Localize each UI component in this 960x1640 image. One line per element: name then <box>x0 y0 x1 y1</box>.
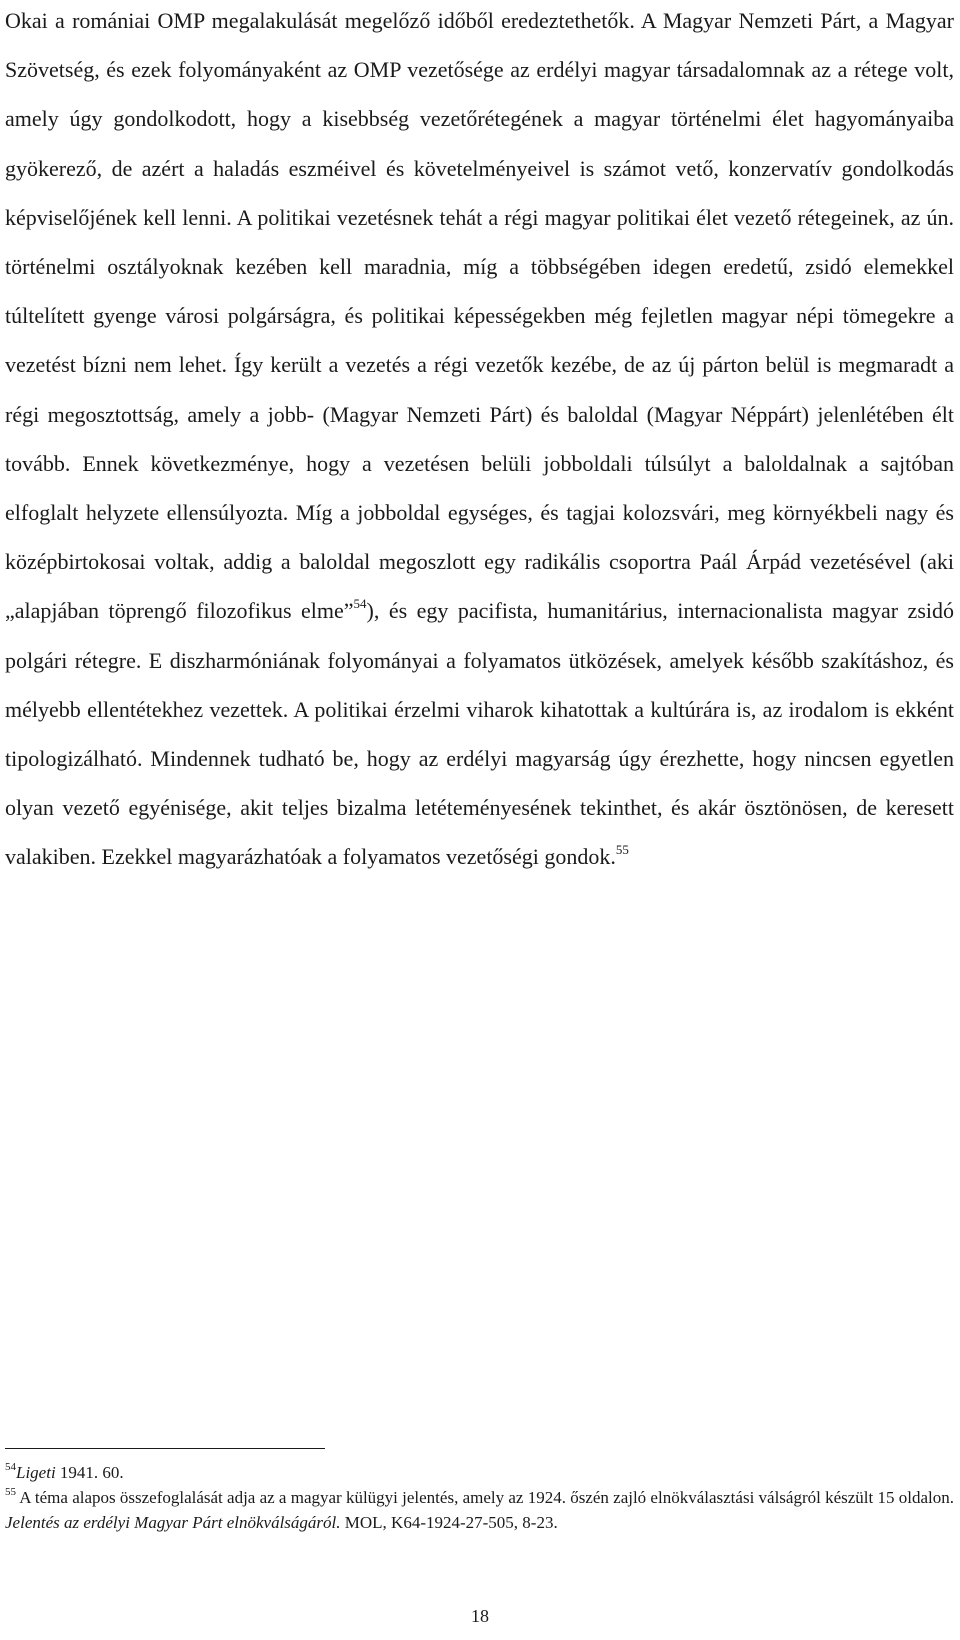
footnote-number: 55 <box>5 1486 16 1499</box>
body-text-run: ), és egy pacifista, humanitárius, internacionalista magyar zsidó polgári rétegre. E diszharmóniának folyományai a folyamatos ütközések, amelyek később szakításhoz, és mélyebb ellentétekhez vezettek. A politikai érzelmi viharok kihatottak a kultúrára is, az irodalom is ekként tipologizálható. Mindennek tudható be, hogy az erdélyi magyarság úgy érezhette, hogy nincsen egyetlen olyan vezető egyénisége, akit teljes bizalma letéteményesének tekinthet, és akár ösztönösen, de keresett valakiben. Ezekkel magyarázhatóak a folyamatos vezetőségi gondok. <box>5 598 954 870</box>
footnote-reference-55[interactable]: 55 <box>615 842 629 858</box>
footnote-text: 1941. 60. <box>55 1463 124 1482</box>
footnote-italic-text: Jelentés az erdélyi Magyar Párt elnökválságáról. <box>5 1513 341 1532</box>
page-number: 18 <box>471 1606 489 1626</box>
footnote-separator <box>5 1448 325 1449</box>
footnote-54 <box>5 1460 954 1485</box>
footnote-text: A téma alapos összefoglalását adja az a magyar külügyi jelentés, amely az 1924. őszén zajló elnökválasztási válságról készült 15 oldalon. <box>16 1488 954 1507</box>
footnote-reference-54[interactable]: 54 <box>353 596 367 612</box>
footnotes-section <box>5 1460 954 1535</box>
body-text-run: Okai a romániai OMP megalakulását megelőző időből eredeztethetők. A Magyar Nemzeti Párt, a Magyar Szövetség, és ezek folyományaként az OMP vezetősége az erdélyi magyar társadalomnak az a rétege volt, amely úgy gondolkodott, hogy a kisebbség vezetőrétegének a magyar történelmi élet hagyományaiba gyökerező, de azért a haladás eszméivel és követelményeivel is számot vető, konzervatív gondolkodás képviselőjének kell lenni. A politikai vezetésnek tehát a régi magyar politikai élet vezető rétegeinek, az ún. történelmi osztályoknak kezében kell maradnia, míg a többségében idegen eredetű, zsidó elemekkel túltelített gyenge városi polgárságra, és politikai képességekben még fejletlen magyar népi tömegekre a vezetést bízni nem lehet. Így került a vezetés a régi vezetők kezébe, de az új párton belül is megmaradt a régi megosztottság, amely a jobb- (Magyar Nemzeti Párt) és baloldal (Magyar Néppárt) jelenlétében élt tovább. Ennek következménye, hogy a vezetésen belüli jobboldali túlsúlyt a baloldalnak a sajtóban elfoglalt helyzete ellensúlyozta. Míg a jobboldal egységes, és tagjai kolozsvári, meg környékbeli nagy és középbirtokosai voltak, addig a baloldal megoszlott egy radikális csoportra Paál Árpád vezetésével (aki „alapjában töprengő filozofikus elme” <box>5 8 954 624</box>
footnote-italic-text: Ligeti <box>16 1463 56 1482</box>
footnote-text-after: MOL, K64-1924-27-505, 8-23. <box>340 1513 558 1532</box>
footnote-number: 54 <box>5 1461 16 1474</box>
body-paragraph <box>5 0 954 882</box>
footnote-55 <box>5 1485 954 1535</box>
